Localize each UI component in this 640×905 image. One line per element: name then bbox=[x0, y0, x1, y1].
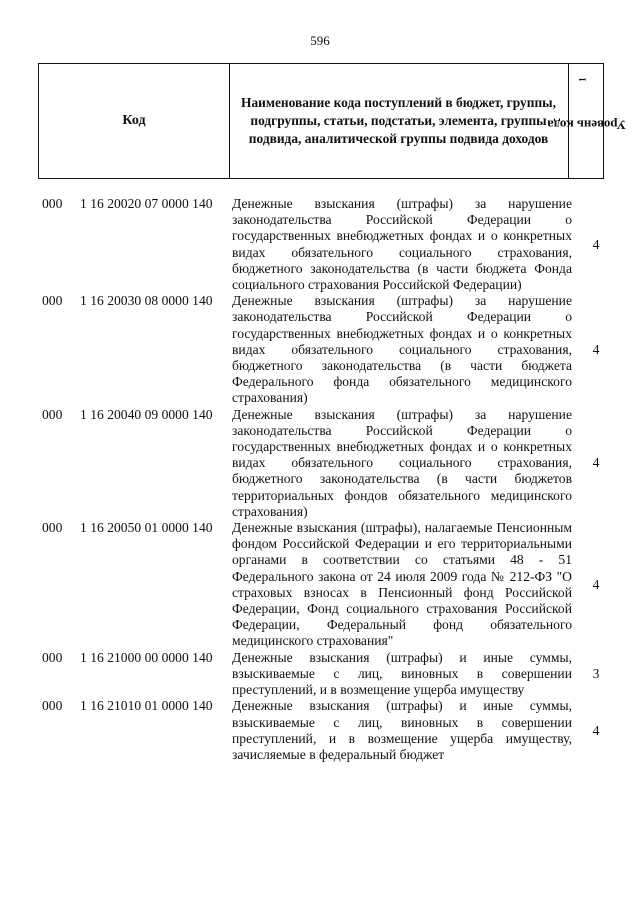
admin-code: 000 bbox=[42, 196, 63, 211]
header-level-label: Уровень кода bbox=[547, 117, 627, 133]
header-name: Наименование кода поступлений в бюджет, группы, подгруппы, статьи, подстатьи, элемента, группы подвида, аналитической группы подвида доходов bbox=[229, 64, 569, 178]
income-name: Денежные взыскания (штрафы) за нарушение законодательства Российской Федерации о государственных внебюджетных фондах и о конкретных видах обязательного социального страхования, бюджетного законодательства (в части бюджета Федерального фонда обязательного медицинского страхования) bbox=[232, 293, 572, 406]
code-level: 4 bbox=[592, 722, 600, 738]
table-row bbox=[0, 520, 640, 650]
admin-code: 000 bbox=[42, 520, 63, 536]
code-level: 3 bbox=[592, 665, 600, 681]
income-code: 1 16 20020 07 0000 140 bbox=[80, 196, 213, 211]
table-row bbox=[0, 650, 640, 699]
header-level bbox=[547, 64, 627, 178]
income-code: 1 16 20040 09 0000 140 bbox=[80, 406, 213, 422]
table-row bbox=[0, 293, 640, 406]
table-header bbox=[38, 63, 627, 179]
table-body bbox=[0, 196, 640, 763]
code-level: 4 bbox=[592, 236, 600, 252]
code-level: 4 bbox=[592, 341, 600, 357]
table-row bbox=[0, 196, 640, 293]
code-level: 4 bbox=[592, 455, 600, 471]
admin-code: 000 bbox=[42, 406, 63, 422]
income-code: 1 16 20030 08 0000 140 bbox=[80, 293, 213, 309]
income-name: Денежные взыскания (штрафы) за нарушение законодательства Российской Федерации о государственных внебюджетных фондах и о конкретных видах обязательного социального страхования, бюджетного законодательства (в части бюджета Фонда социального страхования Российской Федерации) bbox=[232, 196, 572, 293]
admin-code: 000 bbox=[42, 698, 63, 714]
income-code: 1 16 20050 01 0000 140 bbox=[80, 520, 213, 536]
table-row bbox=[0, 407, 640, 520]
income-name: Денежные взыскания (штрафы) и иные суммы, взыскиваемые с лиц, виновных в совершении преступлений, и в возмещение ущерба имуществу, зачисляемые в федеральный бюджет bbox=[232, 698, 572, 762]
admin-code: 000 bbox=[42, 293, 63, 309]
table-row bbox=[0, 698, 640, 763]
income-code: 1 16 21010 01 0000 140 bbox=[80, 698, 213, 714]
page-number: 596 bbox=[310, 33, 330, 48]
admin-code: 000 bbox=[42, 649, 63, 665]
header-code: Код bbox=[39, 64, 230, 178]
code-level: 4 bbox=[592, 576, 600, 592]
income-name: Денежные взыскания (штрафы), налагаемые Пенсионным фондом Российской Федерации и его территориальными органами в соответствии со статьями 48 - 51 Федерального закона от 24 июля 2009 года № 212-ФЗ "О страховых взносах в Пенсионный фонд Российской Федерации, Фонд социального страхования Российской Федерации, Федеральный фонд обязательного медицинского страхования" bbox=[232, 520, 572, 649]
income-name: Денежные взыскания (штрафы) и иные суммы, взыскиваемые с лиц, виновных в совершении преступлений, и в возмещение ущерба имуществу bbox=[232, 649, 572, 698]
income-code: 1 16 21000 00 0000 140 bbox=[80, 649, 213, 665]
income-name: Денежные взыскания (штрафы) за нарушение законодательства Российской Федерации о государственных внебюджетных фондах и о конкретных видах обязательного социального страхования, бюджетного законодательства (в части бюджетов территориальных фондов обязательного медицинского страхования) bbox=[232, 406, 572, 519]
header-level-footnote: 1 bbox=[577, 77, 588, 83]
